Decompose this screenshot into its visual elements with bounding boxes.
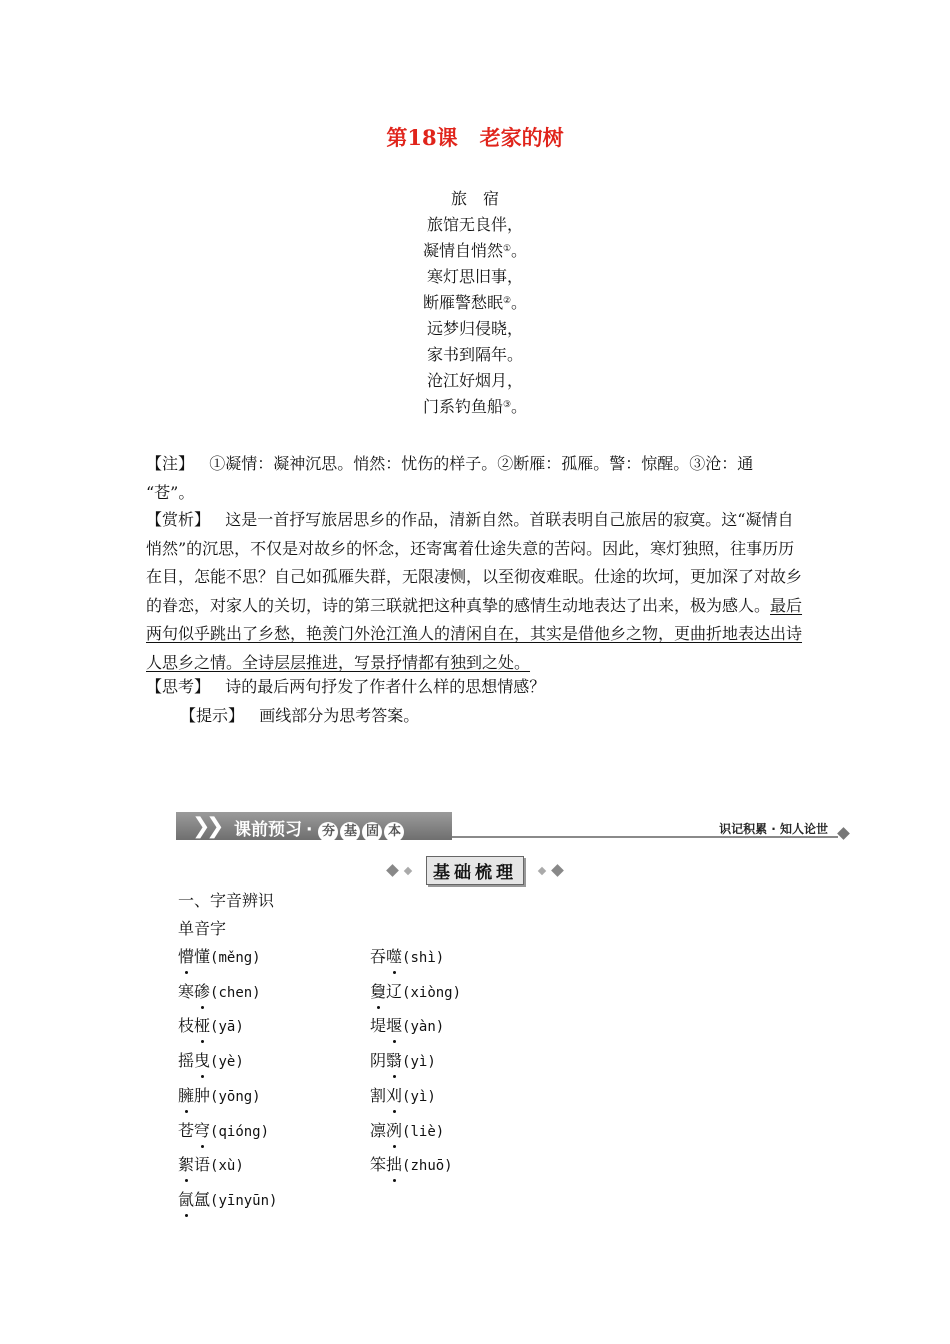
poem-line: 远梦归侵晓，	[426, 319, 523, 338]
dotted-char: 堰	[386, 1016, 403, 1036]
think-label: 【思考】	[146, 677, 211, 696]
diamond-icon	[551, 864, 564, 877]
pinyin: (yè)	[210, 1054, 244, 1071]
pinyin: (qióng)	[210, 1123, 270, 1140]
lesson-name: 老家的树	[479, 125, 564, 150]
poem-title: 旅 宿	[450, 189, 499, 208]
section-subtitle: 单音字	[178, 919, 227, 938]
appreciation-label: 【赏析】	[146, 510, 211, 529]
think-paragraph	[146, 673, 806, 702]
banner-circle-char: 固	[362, 822, 382, 842]
poem-line: 沧江好烟月，	[426, 371, 523, 390]
poem-line: 门系钓鱼船③。	[422, 397, 528, 416]
vocab-item: 堤堰(yàn)	[370, 1016, 445, 1036]
vocab-item: 割刈(yì)	[370, 1085, 436, 1105]
dotted-char: 翳	[386, 1051, 403, 1071]
diamond-icon	[837, 827, 850, 840]
pinyin: (chen)	[210, 984, 261, 1001]
pinyin: (xù)	[210, 1158, 244, 1175]
banner-circle-char: 基	[340, 822, 360, 842]
lesson-title	[0, 122, 950, 152]
pinyin: (shì)	[402, 950, 445, 966]
section-heading: 一、字音辨识	[178, 891, 275, 910]
section-banner	[176, 812, 848, 840]
dotted-char: 穹	[194, 1120, 211, 1140]
chevron-right-icon: ❯	[192, 814, 211, 839]
dotted-char: 桠	[194, 1016, 211, 1036]
banner-circle-char: 夯	[318, 822, 338, 842]
note-paragraph	[146, 450, 806, 507]
vocab-item: 笨拙(zhuō)	[370, 1155, 453, 1175]
banner-circle-char: 本	[384, 822, 404, 842]
note-text-2: “苍”。	[146, 482, 195, 502]
vocab-item: 敻辽(xiòng)	[370, 981, 462, 1001]
pinyin: (xiòng)	[402, 984, 462, 1001]
hint-text: 画线部分为思考答案。	[259, 706, 420, 725]
vocab-item: 摇曳(yè)	[178, 1051, 244, 1071]
vocab-item: 阴翳(yì)	[370, 1051, 436, 1071]
vocab-item: 懵懂(měng)	[178, 947, 261, 966]
poem-lines	[0, 212, 950, 420]
poem-line: 断雁警愁眠②。	[422, 293, 528, 312]
footnote-mark: ③	[502, 400, 512, 410]
dotted-char: 臃	[178, 1085, 195, 1105]
vocab-item: 絮语(xù)	[178, 1155, 244, 1175]
pinyin: (měng)	[210, 950, 261, 966]
dotted-char: 懵	[178, 947, 195, 966]
vocab-item: 氤氲(yīnyūn)	[178, 1189, 278, 1209]
dotted-char: 氤	[178, 1189, 195, 1209]
dotted-char: 刈	[386, 1085, 403, 1105]
pinyin: (yàn)	[402, 1019, 445, 1036]
appreciation-text: 这是一首抒写旅居思乡的作品，清新自然。首联表明自己旅居的寂寞。这“凝情自悄然”的沉思，不仅是对故乡的怀念，还寄寓着仕途失意的苦闷。因此，寒灯独照，往事历历在目，怎能不思？自己如孤雁失群，无限凄恻，以至彻夜难眠。仕途的坎坷，更加深了对故乡的眷恋，对家人的关切，诗的第三联就把这种真挚的感情生动地表达了出来，极为感人。	[146, 510, 803, 615]
hint-paragraph	[180, 702, 419, 730]
appreciation-paragraph	[146, 506, 806, 677]
dotted-char: 拙	[386, 1155, 403, 1175]
dotted-char: 絮	[178, 1155, 195, 1175]
dotted-char: 曳	[194, 1051, 211, 1071]
banner-title: 课前预习 · 夯 基 固 本	[234, 815, 404, 842]
poem-line: 旅馆无良伴，	[426, 215, 523, 234]
dotted-char: 敻	[370, 981, 387, 1001]
poem	[0, 186, 950, 420]
note-label: 【注】	[146, 454, 195, 473]
pinyin: (liè)	[402, 1123, 445, 1140]
poem-line: 凝情自悄然①。	[422, 241, 528, 260]
dotted-char: 冽	[386, 1120, 403, 1140]
vocab-item: 寒碜(chen)	[178, 981, 261, 1001]
dotted-char: 噬	[386, 947, 403, 966]
vocab-item: 臃肿(yōng)	[178, 1085, 261, 1105]
diamond-icon	[404, 866, 412, 874]
banner-right-text: 识记积累 · 知人论世	[719, 822, 828, 836]
pinyin: (yīnyūn)	[210, 1192, 278, 1209]
lesson-number: 第18课	[386, 125, 458, 150]
vocab-item: 吞噬(shì)	[370, 947, 445, 966]
vocab-item: 苍穹(qióng)	[178, 1120, 270, 1140]
pinyin: (yā)	[210, 1019, 244, 1036]
footnote-mark: ①	[502, 244, 512, 254]
dotted-char: 碜	[194, 981, 211, 1001]
appreciation-underlined-text: 最后两句似乎跳出了乡愁，艳羡门外沧江渔人的清闲自在，其实是借他乡之物，更曲折地表达出诗人思乡之情。全诗层层推进，写景抒情都有独到之处。	[146, 595, 803, 672]
chevron-right-icon: ❯	[206, 814, 225, 839]
footnote-mark: ②	[502, 296, 512, 306]
pinyin: (yōng)	[210, 1088, 261, 1105]
section-subheading	[0, 856, 950, 885]
poem-line: 家书到隔年。	[426, 345, 523, 364]
vocab-item: 凛冽(liè)	[370, 1120, 445, 1140]
pinyin: (yì)	[402, 1054, 436, 1071]
vocab-item: 枝桠(yā)	[178, 1016, 244, 1036]
pinyin: (yì)	[402, 1088, 436, 1105]
think-text: 诗的最后两句抒发了作者什么样的思想情感？	[225, 677, 546, 696]
note-text: ①凝情：凝神沉思。悄然：忧伤的样子。②断雁：孤雁。警：惊醒。③沧：通	[209, 454, 754, 473]
poem-line: 寒灯思旧事，	[426, 267, 523, 286]
pinyin: (zhuō)	[402, 1158, 453, 1175]
diamond-icon	[386, 864, 399, 877]
diamond-icon	[538, 866, 546, 874]
hint-label: 【提示】	[180, 706, 245, 725]
section-title: 基础梳理	[426, 856, 524, 885]
